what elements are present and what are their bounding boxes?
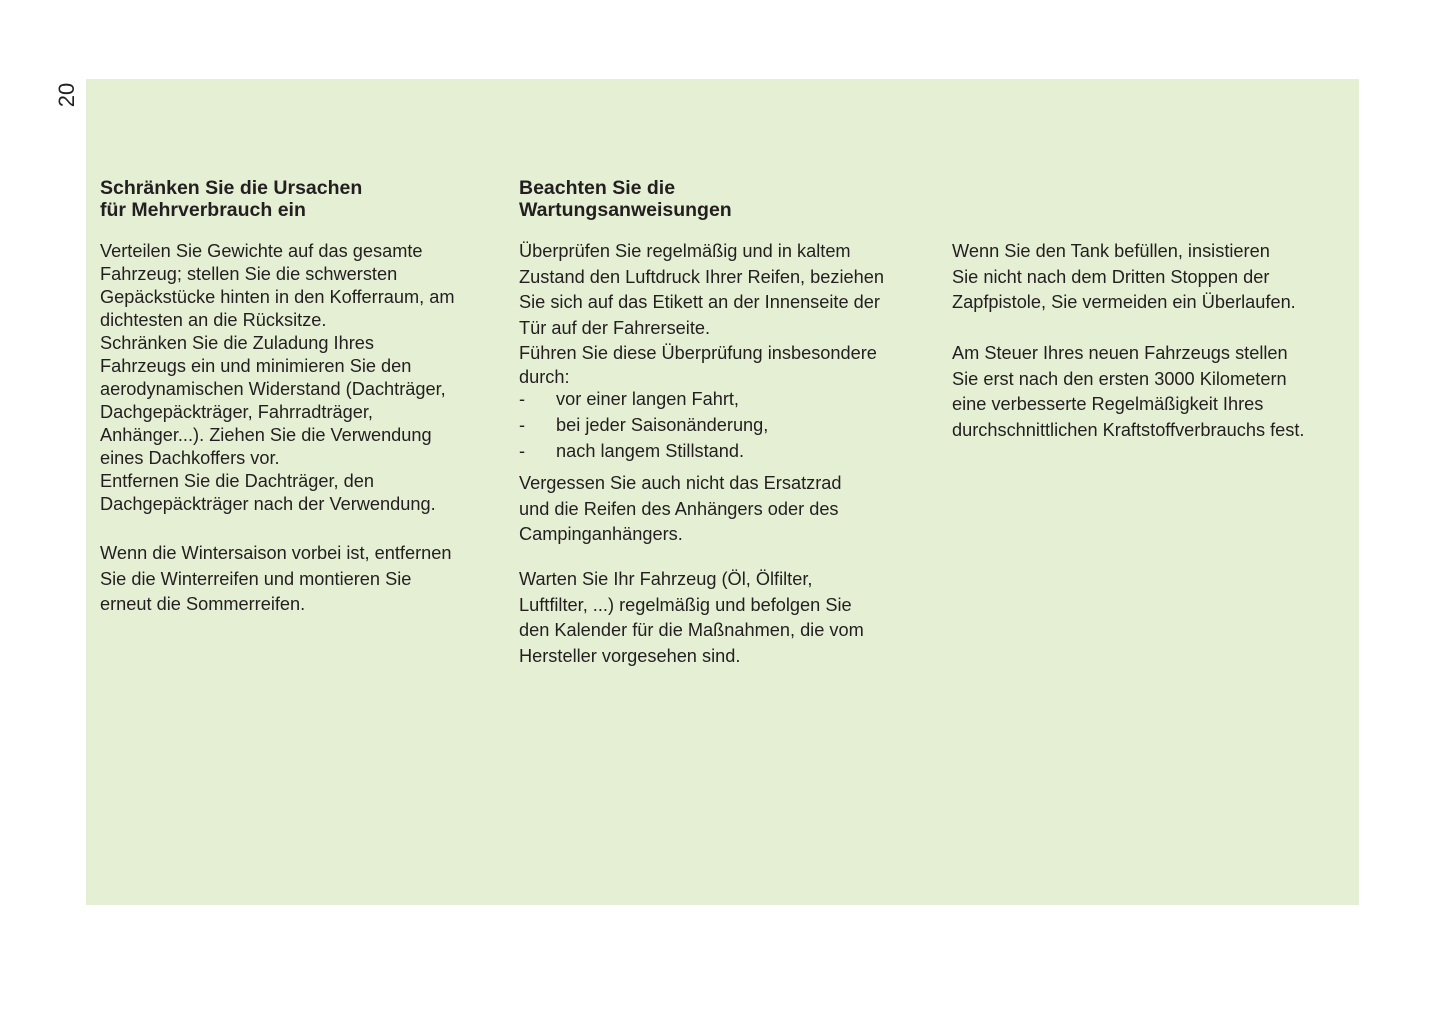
text-line: Sie sich auf das Etikett an der Innenseite der [519, 292, 880, 312]
text-line: Sie nicht nach dem Dritten Stoppen der [952, 266, 1270, 287]
text-line: dichtesten an die Rücksitze. [100, 310, 327, 330]
paragraph-spare-wheel [519, 471, 842, 548]
heading-line: für Mehrverbrauch ein [100, 199, 306, 221]
text-line: durch: [519, 366, 570, 387]
list-item [519, 386, 768, 412]
text-line: Fahrzeugs ein und minimieren Sie den [100, 356, 412, 376]
heading-line: Schränken Sie die Ursachen [100, 177, 363, 199]
heading-line: Beachten Sie die [519, 177, 676, 199]
paragraph-service-schedule [519, 567, 864, 669]
paragraph-refuelling [952, 239, 1296, 316]
page-number: 20 [54, 82, 79, 108]
list-item [519, 412, 768, 438]
list-item [519, 438, 768, 464]
section-heading [519, 177, 732, 221]
text-line: Vergessen Sie auch nicht das Ersatzrad [519, 473, 842, 493]
text-line: Dachgepäckträger, Fahrradträger, [100, 402, 373, 422]
text-line: Zapfpistole, Sie vermeiden ein Überlaufen. [952, 292, 1296, 312]
paragraph-winter-tyres [100, 541, 451, 618]
text-line: Überprüfen Sie regelmäßig und in kaltem [519, 241, 851, 261]
text-line: eine verbesserte Regelmäßigkeit Ihres [952, 394, 1264, 414]
text-line: Wenn Sie den Tank befüllen, insistieren [952, 241, 1270, 261]
text-line: eines Dachkoffers vor. [100, 448, 280, 468]
text-line: Campinganhängers. [519, 524, 683, 544]
bullet-dash: - [519, 415, 526, 435]
text-line: und die Reifen des Anhängers oder des [519, 498, 839, 519]
text-line: Entfernen Sie die Dachträger, den [100, 471, 375, 491]
text-line: Warten Sie Ihr Fahrzeug (Öl, Ölfilter, [519, 569, 813, 589]
text-line: erneut die Sommerreifen. [100, 594, 306, 614]
section-heading [100, 177, 362, 221]
text-line: Schränken Sie die Zuladung Ihres [100, 333, 374, 353]
content-panel [86, 79, 1359, 905]
text-line: aerodynamischen Widerstand (Dachträger, [100, 379, 446, 399]
list-item-text: nach langem Stillstand. [556, 441, 745, 461]
text-line: Führen Sie diese Überprüfung insbesondere [519, 343, 877, 363]
text-line: Verteilen Sie Gewichte auf das gesamte [100, 241, 423, 261]
text-line: Anhänger...). Ziehen Sie die Verwendung [100, 425, 432, 445]
text-line: Sie erst nach den ersten 3000 Kilometern [952, 368, 1287, 389]
list-item-text: vor einer langen Fahrt, [556, 389, 739, 409]
list-item-text: bei jeder Saisonänderung, [556, 415, 769, 435]
bullet-dash: - [519, 441, 526, 461]
text-line: durchschnittlichen Kraftstoffverbrauchs fest. [952, 419, 1305, 440]
text-line: Dachgepäckträger nach der Verwendung. [100, 494, 436, 514]
paragraph-tyre-pressure [519, 239, 884, 388]
text-line: Luftfilter, ...) regelmäßig und befolgen Sie [519, 594, 852, 615]
text-line: Zustand den Luftdruck Ihrer Reifen, beziehen [519, 266, 884, 287]
text-line: Hersteller vorgesehen sind. [519, 645, 741, 666]
text-line: den Kalender für die Maßnahmen, die vom [519, 620, 864, 640]
text-line: Wenn die Wintersaison vorbei ist, entfernen [100, 543, 452, 563]
text-line: Sie die Winterreifen und montieren Sie [100, 568, 412, 589]
heading-line: Wartungsanweisungen [519, 199, 732, 221]
check-occasions-list [519, 386, 768, 464]
text-line: Gepäckstücke hinten in den Kofferraum, am [100, 287, 455, 307]
bullet-dash: - [519, 389, 526, 409]
text-line: Am Steuer Ihres neuen Fahrzeugs stellen [952, 343, 1288, 363]
text-line: Tür auf der Fahrerseite. [519, 317, 711, 338]
paragraph-load-distribution [100, 240, 455, 516]
text-line: Fahrzeug; stellen Sie die schwersten [100, 264, 398, 284]
paragraph-running-in [952, 341, 1304, 443]
